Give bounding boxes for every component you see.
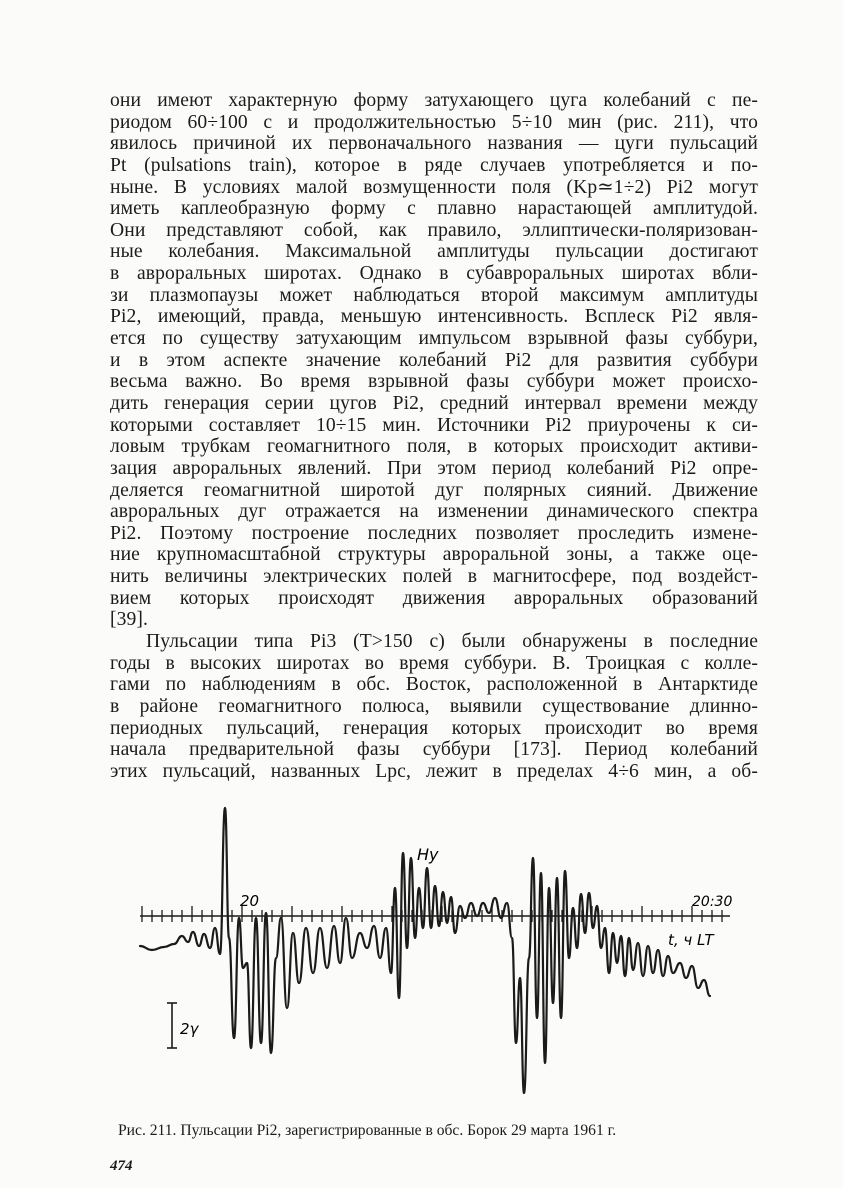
text-line: Pi2, имеющий, правда, меньшую интенсивность. Всплеск Pi2 явля- <box>110 306 758 328</box>
axis-label: t, ч LT <box>668 931 714 949</box>
text-line: Они представляют собой, как правило, эллиптически-поляризован- <box>110 219 758 241</box>
tick-label-start: 20 <box>240 892 260 910</box>
text-line: Pi2. Поэтому построение последних позволяет проследить измене- <box>110 522 758 544</box>
text-line: риодом 60÷100 с и продолжительностью 5÷10 мин (рис. 211), что <box>110 111 758 133</box>
text-line: ловым трубкам геомагнитного поля, в которых происходит активи- <box>110 436 758 458</box>
text-line: которыми составляет 10÷15 мин. Источники Pi2 приурочены к си- <box>110 414 758 436</box>
text-line: явилось причиной их первоначального названия — цуги пульсаций <box>110 133 758 155</box>
text-line: Пульсации типа Pi3 (T>150 с) были обнаружены в последние <box>146 631 758 653</box>
text-line: ныне. В условиях малой возмущенности поля (Kp≃1÷2) Pi2 могут <box>110 176 758 198</box>
scale-label: 2γ <box>180 1020 199 1038</box>
text-line: деляется геомагнитной широтой дуг полярных сияний. Движение <box>110 479 758 501</box>
text-line: этих пульсаций, названных Lpc, лежит в пределах 4÷6 мин, а об- <box>110 760 758 782</box>
text-line: [39]. <box>110 609 149 631</box>
text-line: ные колебания. Максимальной амплитуды пульсации достигают <box>110 241 758 263</box>
text-line: начала предварительной фазы суббури [173]. Период колебаний <box>110 739 758 761</box>
text-line: авроральных дуг отражается на изменении динамического спектра <box>110 501 758 523</box>
figure-caption: Рис. 211. Пульсации Pi2, зарегистрированные в обс. Борок 29 марта 1961 г. <box>118 1122 617 1139</box>
text-line: зация авроральных явлений. При этом период колебаний Pi2 опре- <box>110 457 758 479</box>
text-line: периодных пульсаций, генерация которых происходит во время <box>110 717 758 739</box>
page-number: 474 <box>110 1158 133 1174</box>
text-line: дить генерация серии цугов Pi2, средний интервал времени между <box>110 392 758 414</box>
text-line: Pt (pulsations train), которое в ряде случаев употребляется и по- <box>110 154 758 176</box>
text-line: в авроральных широтах. Однако в субавроральных широтах вбли- <box>110 263 758 285</box>
text-line: нить величины электрических полей в магнитосфере, под воздейст- <box>110 566 758 588</box>
text-line: и в этом аспекте значение колебаний Pi2 для развития суббури <box>110 349 758 371</box>
text-line: ние крупномасштабной структуры авроральной зоны, а также оце- <box>110 544 758 566</box>
pulsation-figure <box>130 798 750 1108</box>
text-line: годы в высоких широтах во время суббури. В. Троицкая с колле- <box>110 652 758 674</box>
text-line: ется по существу затухающим импульсом взрывной фазы суббури, <box>110 328 758 350</box>
text-line: в районе геомагнитного полюса, выявили существование длинно- <box>110 695 758 717</box>
scale-bar <box>167 1003 177 1048</box>
text-line: зи плазмопаузы может наблюдаться второй максимум амплитуды <box>110 284 758 306</box>
text-line: вием которых происходят движения авроральных образований <box>110 587 758 609</box>
text-line: они имеют характерную форму затухающего цуга колебаний с пе- <box>110 90 758 111</box>
series-label: Hy <box>417 845 439 864</box>
text-line: весьма важно. Во время взрывной фазы суббури может происхо- <box>110 371 758 393</box>
magnetogram-plot <box>130 798 750 1108</box>
text-line: иметь каплеобразную форму с плавно нарастающей амплитудой. <box>110 198 758 220</box>
tick-label-end: 20:30 <box>692 894 733 910</box>
body-text <box>110 90 758 783</box>
text-line: гами по наблюдениям в обс. Восток, расположенной в Антарктиде <box>110 674 758 696</box>
